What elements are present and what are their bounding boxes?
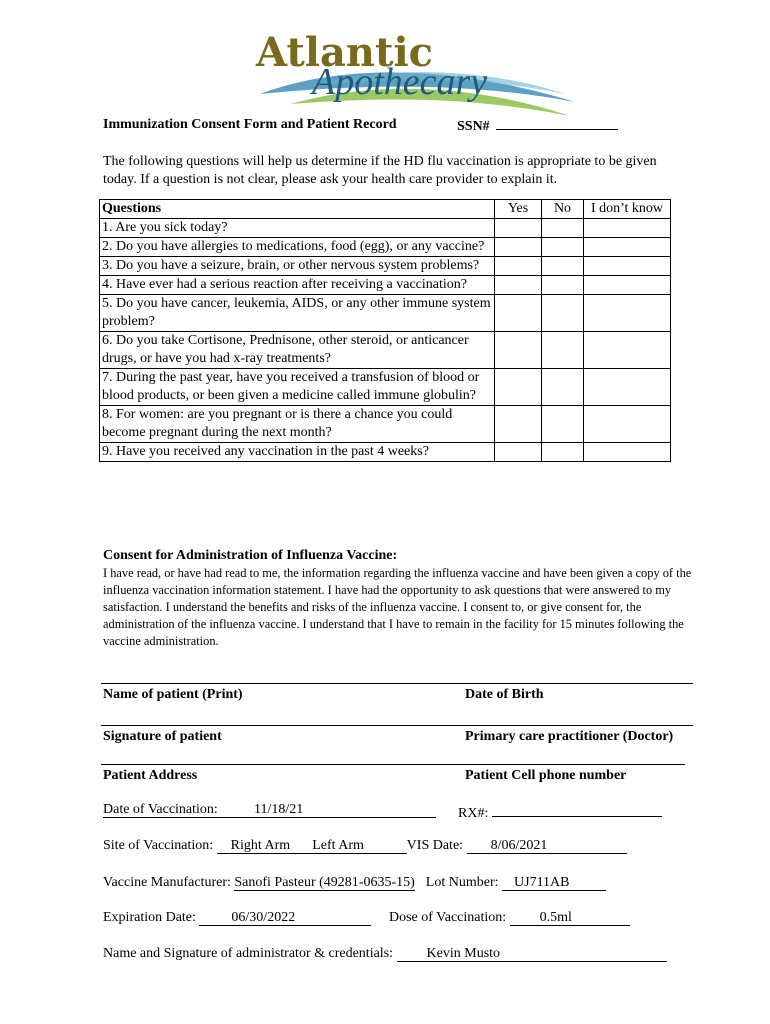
dose-value[interactable]: 0.5ml — [510, 911, 630, 926]
yes-header: Yes — [495, 200, 542, 219]
answer-idk-cell[interactable] — [584, 332, 671, 369]
date-of-vaccination-field[interactable] — [103, 802, 436, 818]
manufacturer-label: Vaccine Manufacturer: — [103, 875, 231, 890]
answer-idk-cell[interactable] — [584, 369, 671, 406]
question-9: 9. Have you received any vaccination in the past 4 weeks? — [100, 443, 495, 462]
question-1: 1. Are you sick today? — [100, 219, 495, 238]
lot-number-label: Lot Number: — [425, 875, 499, 890]
site-of-vaccination-label: Site of Vaccination: — [103, 838, 214, 853]
question-4: 4. Have ever had a serious reaction after receiving a vaccination? — [100, 276, 495, 295]
answer-yes-cell[interactable] — [495, 257, 542, 276]
screening-questions-table — [99, 199, 671, 462]
consent-text: I have read, or have had read to me, the information regarding the influenza vaccine and have been given a copy of the influenza vaccination information statement. I have had the opportunity to ask questions that were answered to my satisfaction. I understand the benefits and risks of the influenza vaccine. I consent to, or give consent for, the administration of the influenza vaccine. I understand that I have to remain in the facility for 15 minutes following the vaccine administration. — [103, 566, 692, 648]
expiration-date-value[interactable]: 06/30/2022 — [199, 911, 371, 926]
ssn-field[interactable] — [457, 117, 618, 135]
site-left-arm-option[interactable]: Left Arm — [312, 838, 364, 853]
address-phone-line[interactable] — [101, 764, 685, 765]
ssn-label: SSN# — [457, 119, 490, 134]
table-row — [100, 219, 671, 238]
pcp-label: Primary care practitioner (Doctor) — [465, 729, 674, 744]
answer-no-cell[interactable] — [542, 406, 584, 443]
answer-no-cell[interactable] — [542, 443, 584, 462]
table-header-row — [100, 200, 671, 219]
atlantic-apothecary-logo — [250, 24, 580, 120]
lot-number-value[interactable]: UJ711AB — [502, 876, 606, 891]
administrator-value[interactable]: Kevin Musto — [397, 947, 667, 962]
logo-line-1: Atlantic — [256, 29, 434, 76]
name-dob-line[interactable] — [101, 683, 693, 684]
answer-yes-cell[interactable] — [495, 369, 542, 406]
answer-idk-cell[interactable] — [584, 443, 671, 462]
signature-pcp-line[interactable] — [101, 725, 693, 726]
intro-text: The following questions will help us determine if the HD flu vaccination is appropriate to be given today. If a question is not clear, please ask your health care provider to explain it. — [103, 154, 657, 187]
vis-date-label: VIS Date: — [406, 838, 464, 853]
answer-yes-cell[interactable] — [495, 443, 542, 462]
answer-no-cell[interactable] — [542, 257, 584, 276]
answer-yes-cell[interactable] — [495, 295, 542, 332]
table-row — [100, 295, 671, 332]
site-of-vaccination-field[interactable] — [103, 838, 627, 854]
table-row — [100, 406, 671, 443]
dose-field[interactable] — [389, 910, 630, 926]
logo-line-2: Apothecary — [312, 61, 488, 103]
answer-idk-cell[interactable] — [584, 406, 671, 443]
patient-address-label: Patient Address — [103, 768, 198, 783]
answer-idk-cell[interactable] — [584, 276, 671, 295]
answer-no-cell[interactable] — [542, 219, 584, 238]
answer-no-cell[interactable] — [542, 332, 584, 369]
manufacturer-value[interactable]: Sanofi Pasteur (49281-0635-15) — [234, 875, 415, 890]
answer-no-cell[interactable] — [542, 369, 584, 406]
vis-date-value[interactable]: 8/06/2021 — [467, 839, 627, 854]
answer-idk-cell[interactable] — [584, 295, 671, 332]
ssn-input-line[interactable] — [496, 117, 618, 130]
question-6: 6. Do you take Cortisone, Prednisone, other steroid, or anticancer drugs, or have you had x-ray treatments? — [100, 332, 495, 369]
answer-yes-cell[interactable] — [495, 406, 542, 443]
answer-yes-cell[interactable] — [495, 276, 542, 295]
rx-label: RX#: — [458, 806, 489, 821]
questions-header: Questions — [100, 200, 495, 219]
rx-input-line[interactable] — [492, 802, 662, 817]
answer-yes-cell[interactable] — [495, 238, 542, 257]
answer-yes-cell[interactable] — [495, 219, 542, 238]
table-row — [100, 238, 671, 257]
answer-idk-cell[interactable] — [584, 219, 671, 238]
administrator-field[interactable] — [103, 946, 667, 962]
answer-no-cell[interactable] — [542, 276, 584, 295]
answer-idk-cell[interactable] — [584, 238, 671, 257]
site-options[interactable] — [217, 839, 407, 854]
date-of-vaccination-value[interactable]: 11/18/21 — [231, 803, 436, 818]
question-3: 3. Do you have a seizure, brain, or other nervous system problems? — [100, 257, 495, 276]
site-right-arm-option[interactable]: Right Arm — [230, 838, 291, 853]
question-8: 8. For women: are you pregnant or is there a chance you could become pregnant during the next month? — [100, 406, 495, 443]
answer-idk-cell[interactable] — [584, 257, 671, 276]
answer-no-cell[interactable] — [542, 295, 584, 332]
manufacturer-field[interactable] — [103, 875, 606, 891]
answer-no-cell[interactable] — [542, 238, 584, 257]
question-5: 5. Do you have cancer, leukemia, AIDS, or any other immune system problem? — [100, 295, 495, 332]
table-row — [100, 332, 671, 369]
no-header: No — [542, 200, 584, 219]
dose-label: Dose of Vaccination: — [389, 910, 507, 925]
administrator-label: Name and Signature of administrator & credentials: — [103, 946, 394, 961]
dob-label: Date of Birth — [465, 687, 544, 702]
expiration-date-field[interactable] — [103, 910, 371, 926]
table-row — [100, 443, 671, 462]
question-7: 7. During the past year, have you received a transfusion of blood or blood products, or been given a medicine called immune globulin? — [100, 369, 495, 406]
patient-signature-label: Signature of patient — [103, 729, 222, 744]
table-row — [100, 276, 671, 295]
consent-heading: Consent for Administration of Influenza Vaccine: — [103, 548, 398, 563]
expiration-date-label: Expiration Date: — [103, 910, 196, 925]
idk-header: I don’t know — [584, 200, 671, 219]
table-row — [100, 257, 671, 276]
patient-phone-label: Patient Cell phone number — [465, 768, 627, 783]
patient-name-label: Name of patient (Print) — [103, 687, 243, 702]
date-of-vaccination-label: Date of Vaccination: — [103, 803, 231, 818]
answer-yes-cell[interactable] — [495, 332, 542, 369]
table-row — [100, 369, 671, 406]
form-title: Immunization Consent Form and Patient Record — [103, 117, 397, 132]
question-2: 2. Do you have allergies to medications, food (egg), or any vaccine? — [100, 238, 495, 257]
rx-field[interactable] — [458, 802, 662, 822]
